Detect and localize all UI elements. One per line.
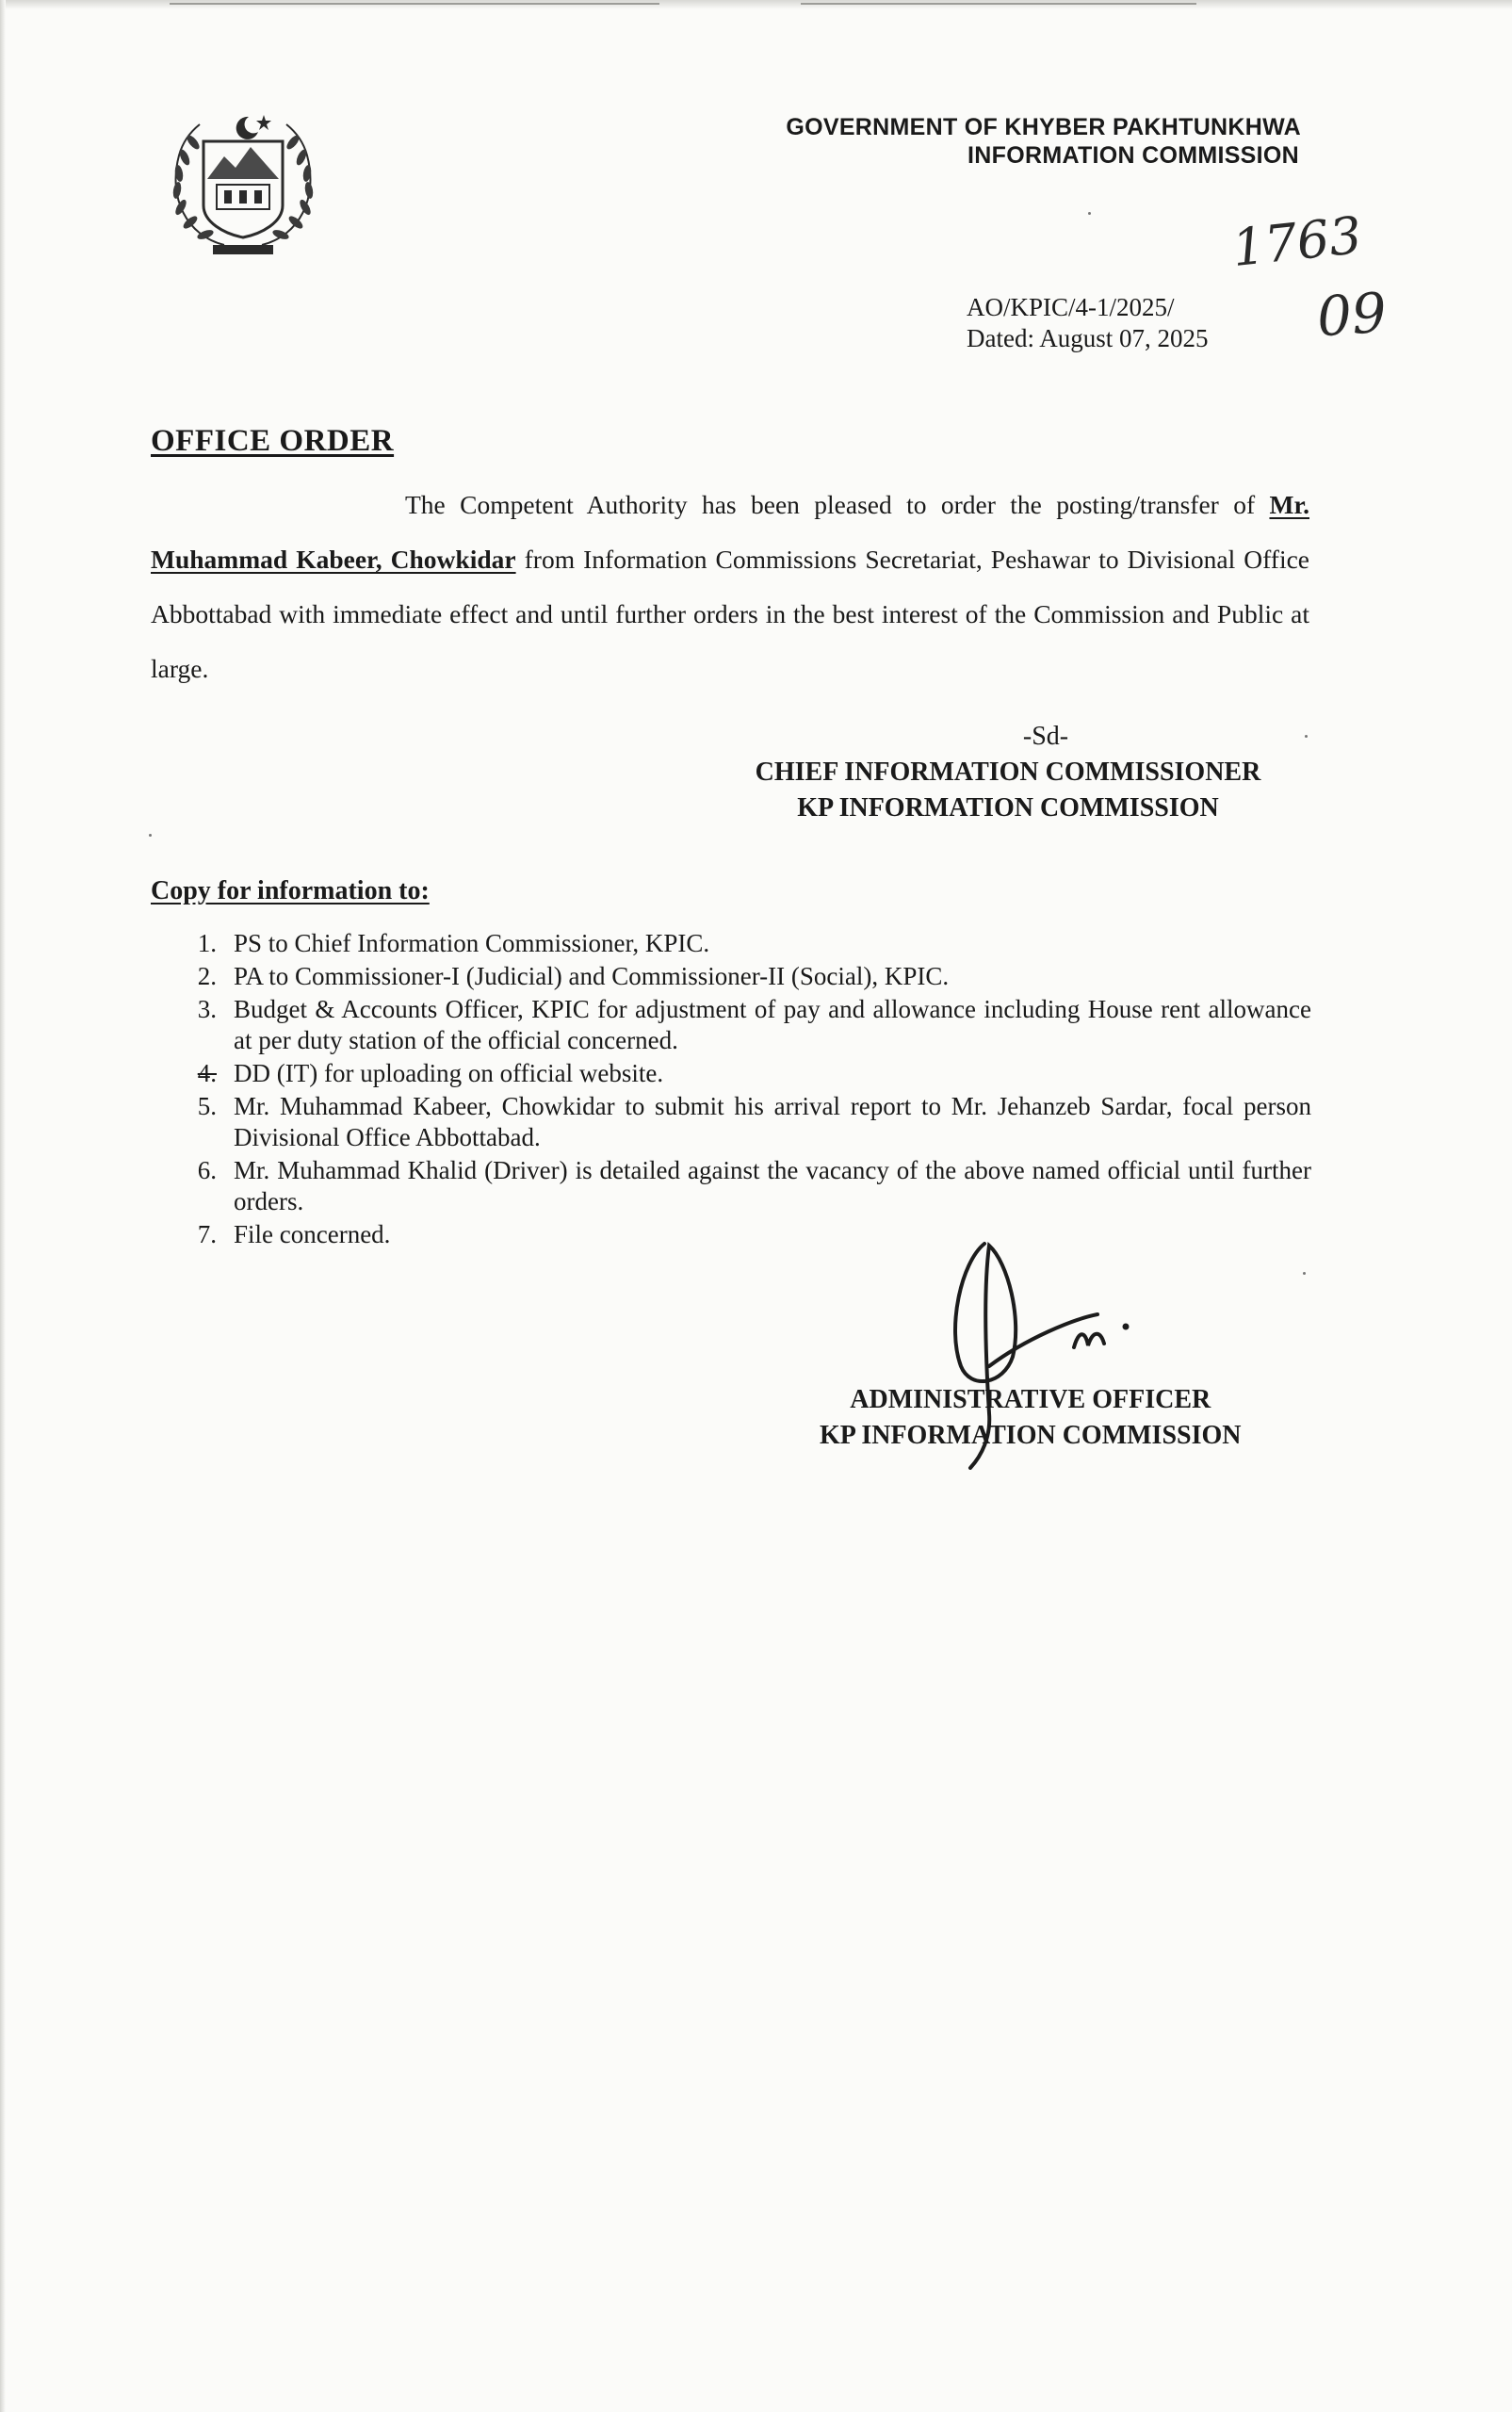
order-text: from Information Commissions Secretariat, Peshawar to Divisional Office Abbottabad with immediate effect and until further orders in the best interest of the Commission and Public at large. [151, 545, 1309, 683]
list-item: 1. PS to Chief Information Commissioner, KPIC. [197, 929, 710, 957]
administrative-officer-signatory [820, 1382, 1242, 1454]
scan-speck [1305, 735, 1308, 738]
signed-mark: -Sd- [1022, 722, 1069, 751]
scan-edge-top [0, 0, 1512, 9]
order-intro: The Competent Authority has been pleased to order the posting/transfer of [405, 490, 1256, 519]
admin-designation: ADMINISTRATIVE OFFICER [850, 1385, 1211, 1414]
handwritten-dispatch-day: 09 [1314, 280, 1390, 350]
copy-heading: Copy for information to: [151, 876, 430, 905]
copy-list [151, 928, 1311, 1252]
list-item: 7. File concerned. [197, 1220, 391, 1248]
letterhead [786, 113, 1301, 170]
list-item: 6. Mr. Muhammad Khalid (Driver) is detailed against the vacancy of the above named official until further orders. [197, 1156, 1311, 1215]
chief-commissioner-signatory [659, 719, 1357, 826]
document-title: OFFICE ORDER [151, 424, 395, 458]
commission-name: INFORMATION COMMISSION [967, 142, 1299, 169]
scan-speck [149, 834, 152, 837]
reference-date: Dated: August 07, 2025 [967, 324, 1209, 352]
order-body [151, 478, 1309, 696]
employee-name: Mr. Muhammad Kabeer, Chowkidar [151, 490, 1309, 574]
scan-speck [1088, 212, 1091, 215]
list-item: 4. DD (IT) for uploading on official website. [197, 1059, 664, 1087]
chief-office: KP INFORMATION COMMISSION [797, 793, 1219, 823]
list-item: 3. Budget & Accounts Officer, KPIC for adjustment of pay and allowance including House rent allowance at per duty station of the official concerned. [197, 995, 1311, 1054]
reference-number: AO/KPIC/4-1/2025/ [967, 293, 1175, 321]
list-item: 5. Mr. Muhammad Kabeer, Chowkidar to submit his arrival report to Mr. Jehanzeb Sardar, focal person Divisional Office Abbottabad. [197, 1092, 1311, 1151]
government-name: GOVERNMENT OF KHYBER PAKHTUNKHWA [786, 114, 1301, 140]
reference-block [967, 292, 1209, 354]
kp-government-seal-icon [158, 104, 328, 264]
chief-designation: CHIEF INFORMATION COMMISSIONER [755, 758, 1261, 787]
scan-edge-left [0, 0, 6, 2412]
admin-office: KP INFORMATION COMMISSION [820, 1421, 1242, 1450]
list-item: 2. PA to Commissioner-I (Judicial) and Commissioner-II (Social), KPIC. [197, 962, 950, 990]
handwritten-dispatch-number: 1763 [1229, 204, 1365, 279]
scan-speck [1303, 1272, 1306, 1275]
